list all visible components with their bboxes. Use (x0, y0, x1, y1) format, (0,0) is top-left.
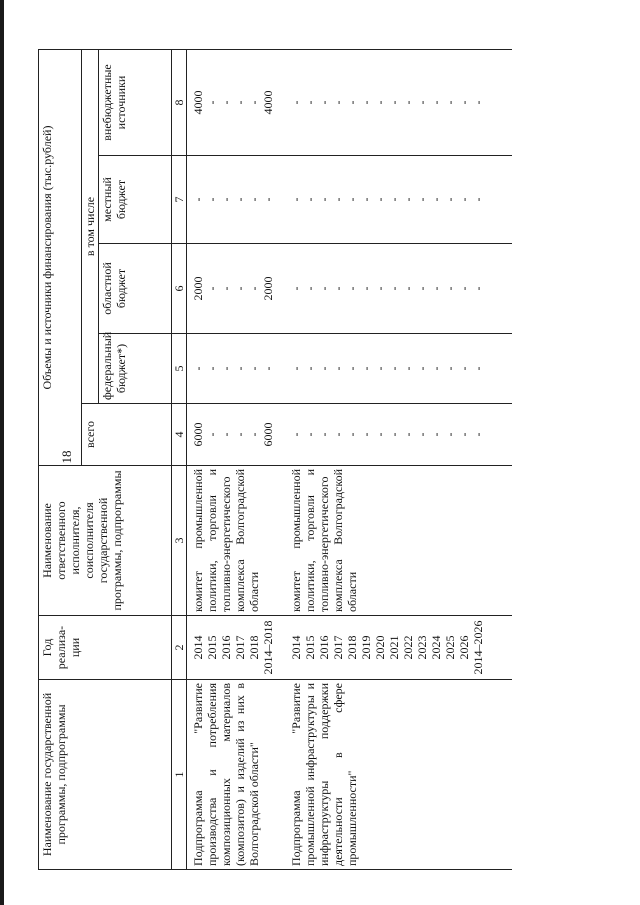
value-entry: - (387, 432, 401, 437)
value-entry: - (247, 366, 261, 371)
value-entry: - (303, 100, 317, 105)
value-entry: 2017 (233, 635, 247, 660)
value-entry: 2024 (429, 635, 443, 660)
value-entry: 2022 (401, 635, 415, 660)
value-entry: 6000 (261, 422, 275, 447)
value-entry: - (345, 286, 359, 291)
col-number: 3 (172, 466, 187, 616)
years-cell (187, 616, 277, 680)
value-entry: 2025 (443, 635, 457, 660)
value-entry: - (359, 286, 373, 291)
value-entry: - (233, 432, 247, 437)
header-program-name: Наименование государственной программы, подпрограммы (39, 680, 172, 870)
value-entry: 2026 (457, 635, 471, 660)
value-entry: 2015 (303, 635, 317, 660)
value-entry: - (205, 366, 219, 371)
value-entry: - (471, 286, 485, 291)
header-federal: федеральный бюджет*) (99, 334, 172, 404)
header-regional: областной бюджет (99, 244, 172, 334)
value-entry: - (261, 197, 275, 202)
value-entry: 2000 (261, 276, 275, 301)
value-entry: - (233, 100, 247, 105)
header-including: в том числе (82, 49, 99, 403)
value-entry: 2014 (191, 635, 205, 660)
value-entry: - (233, 197, 247, 202)
value-entry: - (429, 100, 443, 105)
value-entry: - (247, 432, 261, 437)
value-entry: - (373, 286, 387, 291)
col-number: 6 (172, 244, 187, 334)
value-entry: - (457, 286, 471, 291)
value-entry: - (233, 286, 247, 291)
value-entry: 4000 (261, 90, 275, 115)
value-entry: - (233, 366, 247, 371)
header-year: Год реализа- ции (39, 616, 172, 680)
value-entry: 2014–2018 (261, 620, 275, 675)
value-entry: - (289, 432, 303, 437)
value-entry: - (471, 366, 485, 371)
extrabudget-values (187, 49, 277, 155)
value-entry: 4000 (191, 90, 205, 115)
value-entry: - (457, 100, 471, 105)
value-entry: - (387, 100, 401, 105)
value-entry: - (373, 366, 387, 371)
value-entry: - (457, 197, 471, 202)
header-local: местный бюджет (99, 156, 172, 244)
header-total: всего (82, 404, 172, 466)
value-entry: 2015 (205, 635, 219, 660)
program-funding-table (38, 49, 512, 870)
value-entry: - (401, 286, 415, 291)
executor-name: комитет промышленной политики, торговли и топливно-энергетического комплекса Волгоградской области (187, 466, 277, 616)
value-entry: - (457, 366, 471, 371)
header-funding: Объемы и источники финансирования (тыс.рублей) (39, 49, 82, 465)
executor-name: комитет промышленной политики, торговли и топливно-энергетического комплекса Волгоградской области (288, 466, 486, 616)
value-entry: - (387, 286, 401, 291)
scan-edge (0, 0, 4, 905)
value-entry: - (303, 432, 317, 437)
value-entry: - (191, 366, 205, 371)
value-entry: - (429, 366, 443, 371)
value-entry: - (373, 432, 387, 437)
value-entry: - (289, 197, 303, 202)
value-entry: - (289, 100, 303, 105)
value-entry: - (415, 197, 429, 202)
value-entry: - (471, 100, 485, 105)
local-values (288, 156, 486, 244)
value-entry: - (261, 366, 275, 371)
col-number: 8 (172, 49, 187, 155)
rotated-page (38, 30, 623, 870)
value-entry: - (219, 100, 233, 105)
value-entry: - (415, 100, 429, 105)
value-entry: 2016 (219, 635, 233, 660)
value-entry: - (415, 432, 429, 437)
value-entry: - (401, 366, 415, 371)
regional-values (187, 244, 277, 334)
value-entry: - (387, 366, 401, 371)
value-entry: - (415, 366, 429, 371)
value-entry: - (443, 197, 457, 202)
value-entry: 2016 (317, 635, 331, 660)
federal-values (288, 334, 486, 404)
value-entry: 2020 (373, 635, 387, 660)
value-entry: - (289, 286, 303, 291)
value-entry: - (345, 432, 359, 437)
value-entry: - (205, 432, 219, 437)
value-entry: - (303, 366, 317, 371)
col-number: 1 (172, 680, 187, 870)
value-entry: - (303, 197, 317, 202)
value-entry: - (219, 432, 233, 437)
value-entry: - (359, 366, 373, 371)
program-name: Подпрограмма "Развитие производства и потребления композиционных материалов (композитов) и изделий из них в Волгоградской области" (187, 680, 277, 870)
value-entry: 6000 (191, 422, 205, 447)
col-number: 5 (172, 334, 187, 404)
federal-values (187, 334, 277, 404)
total-values (288, 404, 486, 466)
col-number: 7 (172, 156, 187, 244)
table-row (288, 49, 486, 869)
value-entry: - (345, 100, 359, 105)
value-entry: - (359, 432, 373, 437)
value-entry: - (317, 432, 331, 437)
value-entry: - (317, 366, 331, 371)
value-entry: 2019 (359, 635, 373, 660)
value-entry: - (303, 286, 317, 291)
value-entry: - (219, 197, 233, 202)
value-entry: - (317, 100, 331, 105)
table-row (187, 49, 277, 869)
value-entry: 2000 (191, 276, 205, 301)
value-entry: - (373, 197, 387, 202)
value-entry: - (205, 197, 219, 202)
page-number: 18 (59, 450, 74, 464)
value-entry: 2018 (345, 635, 359, 660)
value-entry: - (331, 100, 345, 105)
value-entry: - (443, 286, 457, 291)
value-entry: - (471, 432, 485, 437)
value-entry: 2021 (387, 635, 401, 660)
col-number: 2 (172, 616, 187, 680)
value-entry: - (331, 197, 345, 202)
value-entry: - (401, 197, 415, 202)
value-entry: - (443, 100, 457, 105)
value-entry: - (331, 366, 345, 371)
value-entry: - (205, 286, 219, 291)
header-executor: Наименование ответственного исполнителя, соисполнителя государственной программы, подпрограммы (39, 466, 172, 616)
value-entry: - (415, 286, 429, 291)
value-entry: - (345, 366, 359, 371)
value-entry: 2014–2026 (471, 620, 485, 675)
value-entry: - (345, 197, 359, 202)
value-entry: - (317, 197, 331, 202)
value-entry: - (205, 100, 219, 105)
value-entry: - (247, 197, 261, 202)
value-entry: - (247, 100, 261, 105)
value-entry: 2014 (289, 635, 303, 660)
value-entry: - (471, 197, 485, 202)
value-entry: - (219, 286, 233, 291)
total-values (187, 404, 277, 466)
value-entry: - (289, 366, 303, 371)
value-entry: - (401, 432, 415, 437)
value-entry: - (359, 197, 373, 202)
value-entry: - (429, 286, 443, 291)
value-entry: - (331, 286, 345, 291)
value-entry: - (443, 432, 457, 437)
value-entry: - (429, 432, 443, 437)
value-entry: 2023 (415, 635, 429, 660)
value-entry: - (331, 432, 345, 437)
value-entry: - (359, 100, 373, 105)
value-entry: - (429, 197, 443, 202)
program-name: Подпрограмма "Развитие промышленной инфраструктуры и инфраструктуры поддержки деятельности в сфере промышленности" (288, 680, 486, 870)
value-entry: - (457, 432, 471, 437)
value-entry: - (219, 366, 233, 371)
years-cell (288, 616, 486, 680)
value-entry: - (387, 197, 401, 202)
extrabudget-values (288, 49, 486, 155)
regional-values (288, 244, 486, 334)
local-values (187, 156, 277, 244)
header-extrabudget: внебюджетные источники (99, 49, 172, 155)
value-entry: - (401, 100, 415, 105)
value-entry: - (373, 100, 387, 105)
col-number: 4 (172, 404, 187, 466)
value-entry: - (443, 366, 457, 371)
value-entry: 2018 (247, 635, 261, 660)
value-entry: - (191, 197, 205, 202)
value-entry: - (247, 286, 261, 291)
value-entry: 2017 (331, 635, 345, 660)
value-entry: - (317, 286, 331, 291)
